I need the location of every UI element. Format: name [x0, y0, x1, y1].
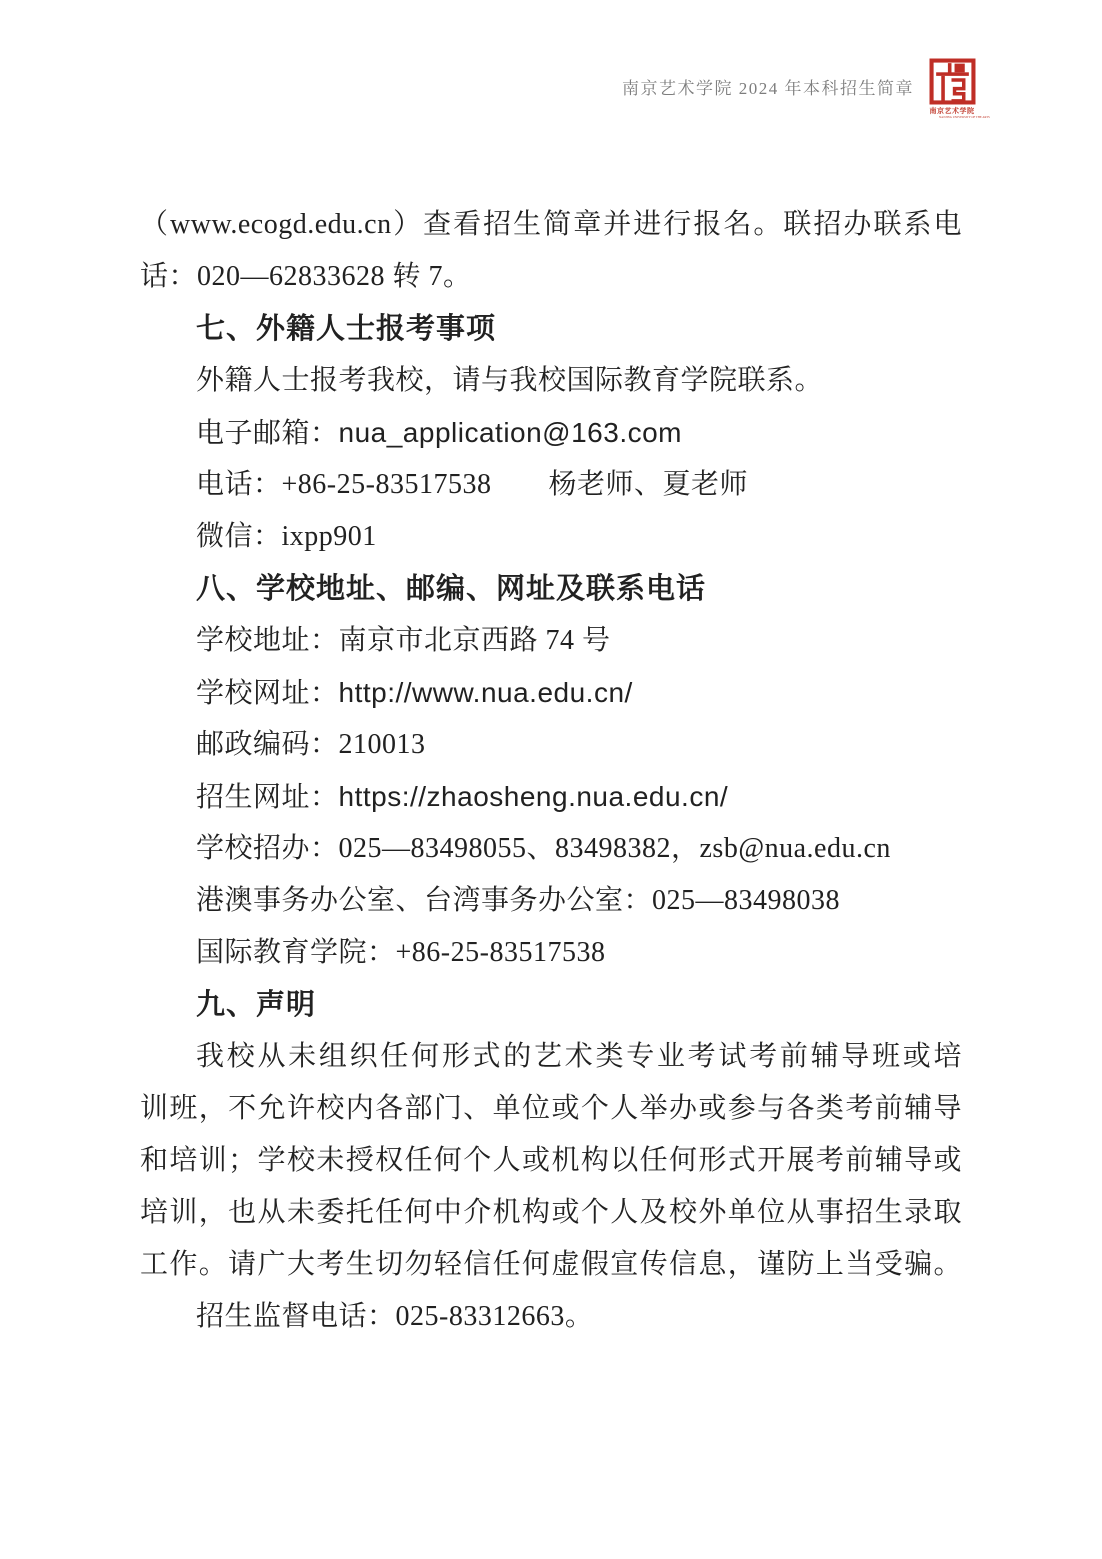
- body-line: [140, 407, 962, 459]
- body-line-segment: nua_application@163.com: [338, 417, 682, 448]
- body-line: [140, 667, 962, 719]
- body-line: 训班，不允许校内各部门、单位或个人举办或参与各类考前辅导: [140, 1093, 962, 1124]
- body-line: [140, 771, 962, 823]
- school-logo: [926, 58, 990, 122]
- body-line: 港澳事务办公室、台湾事务办公室：025—83498038: [196, 885, 841, 916]
- body-line: 学校地址：南京市北京西路 74 号: [196, 625, 611, 656]
- body-line: 工作。请广大考生切勿轻信任何虚假宣传信息，谨防上当受骗。: [140, 1249, 962, 1280]
- school-seal-icon: [929, 58, 976, 105]
- body-line-segment: 电子邮箱：: [196, 418, 339, 449]
- body-line: 培训，也从未委托任何中介机构或个人及校外单位从事招生录取: [140, 1197, 962, 1228]
- body-line: 国际教育学院：+86-25-83517538: [196, 937, 606, 968]
- section-heading: 九、声明: [196, 989, 317, 1021]
- body-line: 电话：+86-25-83517538 杨老师、夏老师: [196, 469, 748, 500]
- school-logo-name-en: NANJING UNIVERSITY OF THE ARTS: [939, 116, 990, 119]
- body-line: 话：020—62833628 转 7。: [140, 261, 472, 292]
- body-line: 微信：ixpp901: [196, 521, 377, 552]
- body-line: 和培训；学校未授权任何个人或机构以任何形式开展考前辅导或: [140, 1145, 962, 1176]
- body-line-segment: https://zhaosheng.nua.edu.cn/: [338, 781, 729, 812]
- section-heading: 七、外籍人士报考事项: [196, 313, 497, 345]
- body-line-segment: http://www.nua.edu.cn/: [338, 677, 633, 708]
- body-line: 邮政编码：210013: [196, 729, 426, 760]
- body-line: （www.ecogd.edu.cn）查看招生简章并进行报名。联招办联系电: [140, 209, 962, 240]
- document-body: [140, 199, 962, 1343]
- body-line: 招生监督电话：025-83312663。: [196, 1301, 594, 1332]
- body-line-segment: 学校网址：: [196, 678, 339, 709]
- body-line: 学校招办：025—83498055、83498382，zsb@nua.edu.cn: [196, 833, 891, 864]
- school-logo-name-cn: 南京艺术学院: [929, 107, 975, 115]
- body-line-segment: 招生网址：: [196, 782, 339, 813]
- body-line: 我校从未组织任何形式的艺术类专业考试考前辅导班或培: [196, 1041, 962, 1072]
- running-header-title: 南京艺术学院 2024 年本科招生简章: [622, 79, 914, 98]
- section-heading: 八、学校地址、邮编、网址及联系电话: [196, 573, 707, 605]
- body-line: 外籍人士报考我校，请与我校国际教育学院联系。: [196, 365, 824, 396]
